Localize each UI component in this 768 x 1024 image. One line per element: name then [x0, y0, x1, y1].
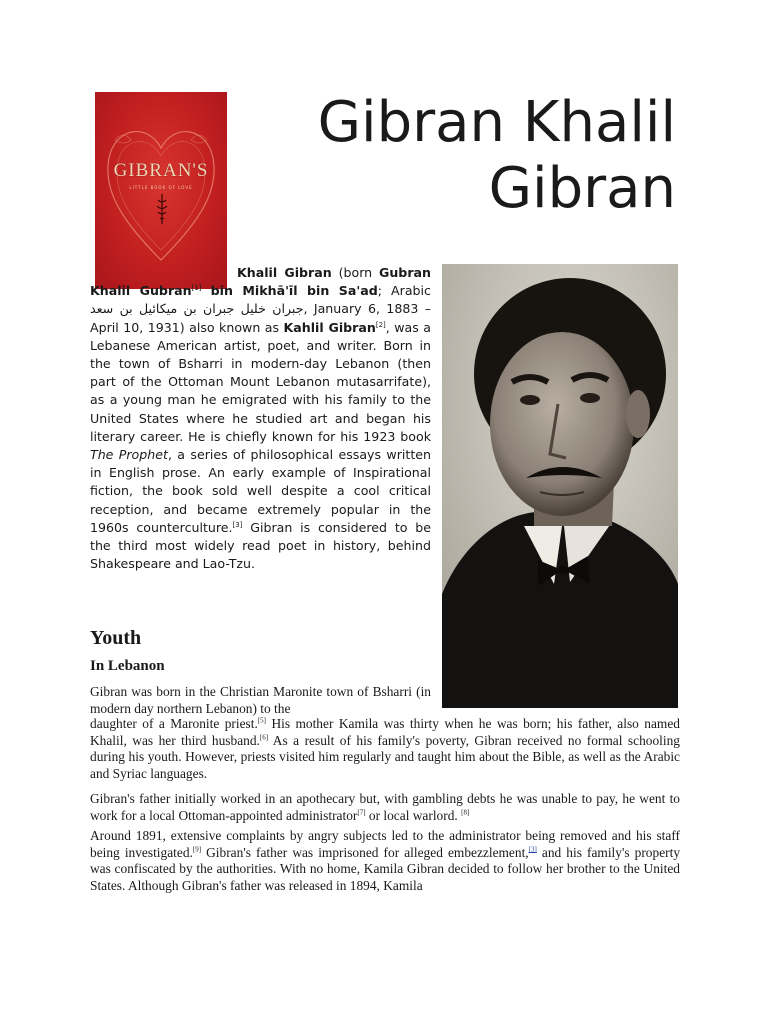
page-title: [318, 90, 676, 222]
section-heading: Youth: [90, 627, 142, 649]
p2-text-a: Gibran's father initially worked in an apothecary but, with gambling debts he was unable to pay, he went to work for a local Ottoman-appointed administrator: [90, 791, 680, 823]
body-paragraph-1-narrow: Gibran was born in the Christian Maronite town of Bsharri (in modern day northern Lebanon) to the: [90, 684, 431, 716]
life-dates: , January 6, 1883 – April 10, 1931) also known as: [90, 301, 431, 335]
alternate-name: Kahlil Gibran: [283, 319, 376, 335]
body-paragraph-1-wide: [90, 716, 680, 782]
p1-text-b: His mother Kamila was thirty when he was born; his father, also named Khalil, was her third husband.: [90, 716, 680, 748]
book-cover-subtitle: LITTLE BOOK OF LOVE: [129, 185, 193, 190]
citation-2[interactable]: [2]: [375, 320, 386, 329]
intro-text-b: , a series of philosophical essays written in English prose. An early example of Inspirational fiction, the book sold well despite a cool critical reception, and became extremely popular in the 1960s counterculture.: [90, 447, 431, 535]
book-cover-image: [95, 92, 227, 289]
citation-5[interactable]: [5]: [257, 716, 267, 725]
citation-6[interactable]: [6]: [259, 733, 269, 742]
p3-text-c: and his family's property was confiscated by the authorities. With no home, Kamila Gibran decided to follow her brother to the United States. Although Gibran's father was released in 1894, Kamila: [90, 844, 680, 893]
portrait-illustration: [442, 264, 678, 708]
book-title: The Prophet: [90, 447, 168, 463]
intro-text-c: Gibran is considered to be the third most widely read poet in history, behind Shakespeare and Lao-Tzu.: [90, 519, 431, 572]
subject-name: Khalil Gibran: [237, 265, 332, 280]
page-title-line-1: Gibran Khalil: [317, 90, 676, 155]
born-text: (born: [338, 265, 373, 280]
flourish-icon: [155, 192, 169, 226]
arabic-name: جبران خليل جبران بن ميكائيل بن سعد: [90, 301, 304, 317]
p3-text-b: Gibran's father was imprisoned for alleged embezzlement,: [201, 844, 529, 860]
arabic-label: ; Arabic: [377, 283, 431, 299]
citation-7[interactable]: [7]: [357, 808, 366, 817]
page-title-line-2: Gibran: [488, 156, 676, 221]
subsection-heading: In Lebanon: [90, 658, 165, 674]
p1-text-a: daughter of a Maronite priest.: [90, 716, 258, 731]
citation-9[interactable]: [9]: [192, 845, 202, 854]
citation-3-anchor[interactable]: [3]: [528, 845, 537, 854]
citation-3-link[interactable]: [529, 845, 537, 853]
body-paragraph-2: [90, 791, 680, 824]
p1-text-c: As a result of his family's poverty, Gibran received no formal schooling during his youth. However, priests visited him regularly and taught him about the Bible, as well as the Arabic and Syriac languages.: [90, 732, 680, 781]
portrait-photo: [442, 264, 678, 708]
citation-1[interactable]: [1]: [191, 284, 202, 293]
intro-paragraph: [90, 264, 431, 573]
p3-text-a: Around 1891, extensive complaints by angry subjects led to the administrator being removed and his staff being investigated.: [90, 828, 680, 860]
book-cover-title: GIBRAN'S: [113, 160, 209, 181]
intro-text-a: , was a Lebanese American artist, poet, and writer. Born in the town of Bsharri in modern-day Lebanon (then part of the Ottoman Mount Lebanon mutasarrifate), as a young man he emigrated with his family to the United States where he studied art and began his literary career. He is chiefly known for his 1923 book: [90, 319, 431, 444]
heart-ornament-icon: [101, 110, 221, 270]
body-paragraph-3: [90, 828, 680, 894]
p2-text-b: or local warlord.: [365, 807, 458, 823]
citation-8[interactable]: [8]: [461, 808, 470, 817]
birth-name: Gubran Khalil Gubran: [90, 265, 431, 299]
birth-name-continued: bin Mikhā'īl bin Sa'ad: [210, 283, 378, 299]
citation-3[interactable]: [3]: [232, 520, 243, 529]
